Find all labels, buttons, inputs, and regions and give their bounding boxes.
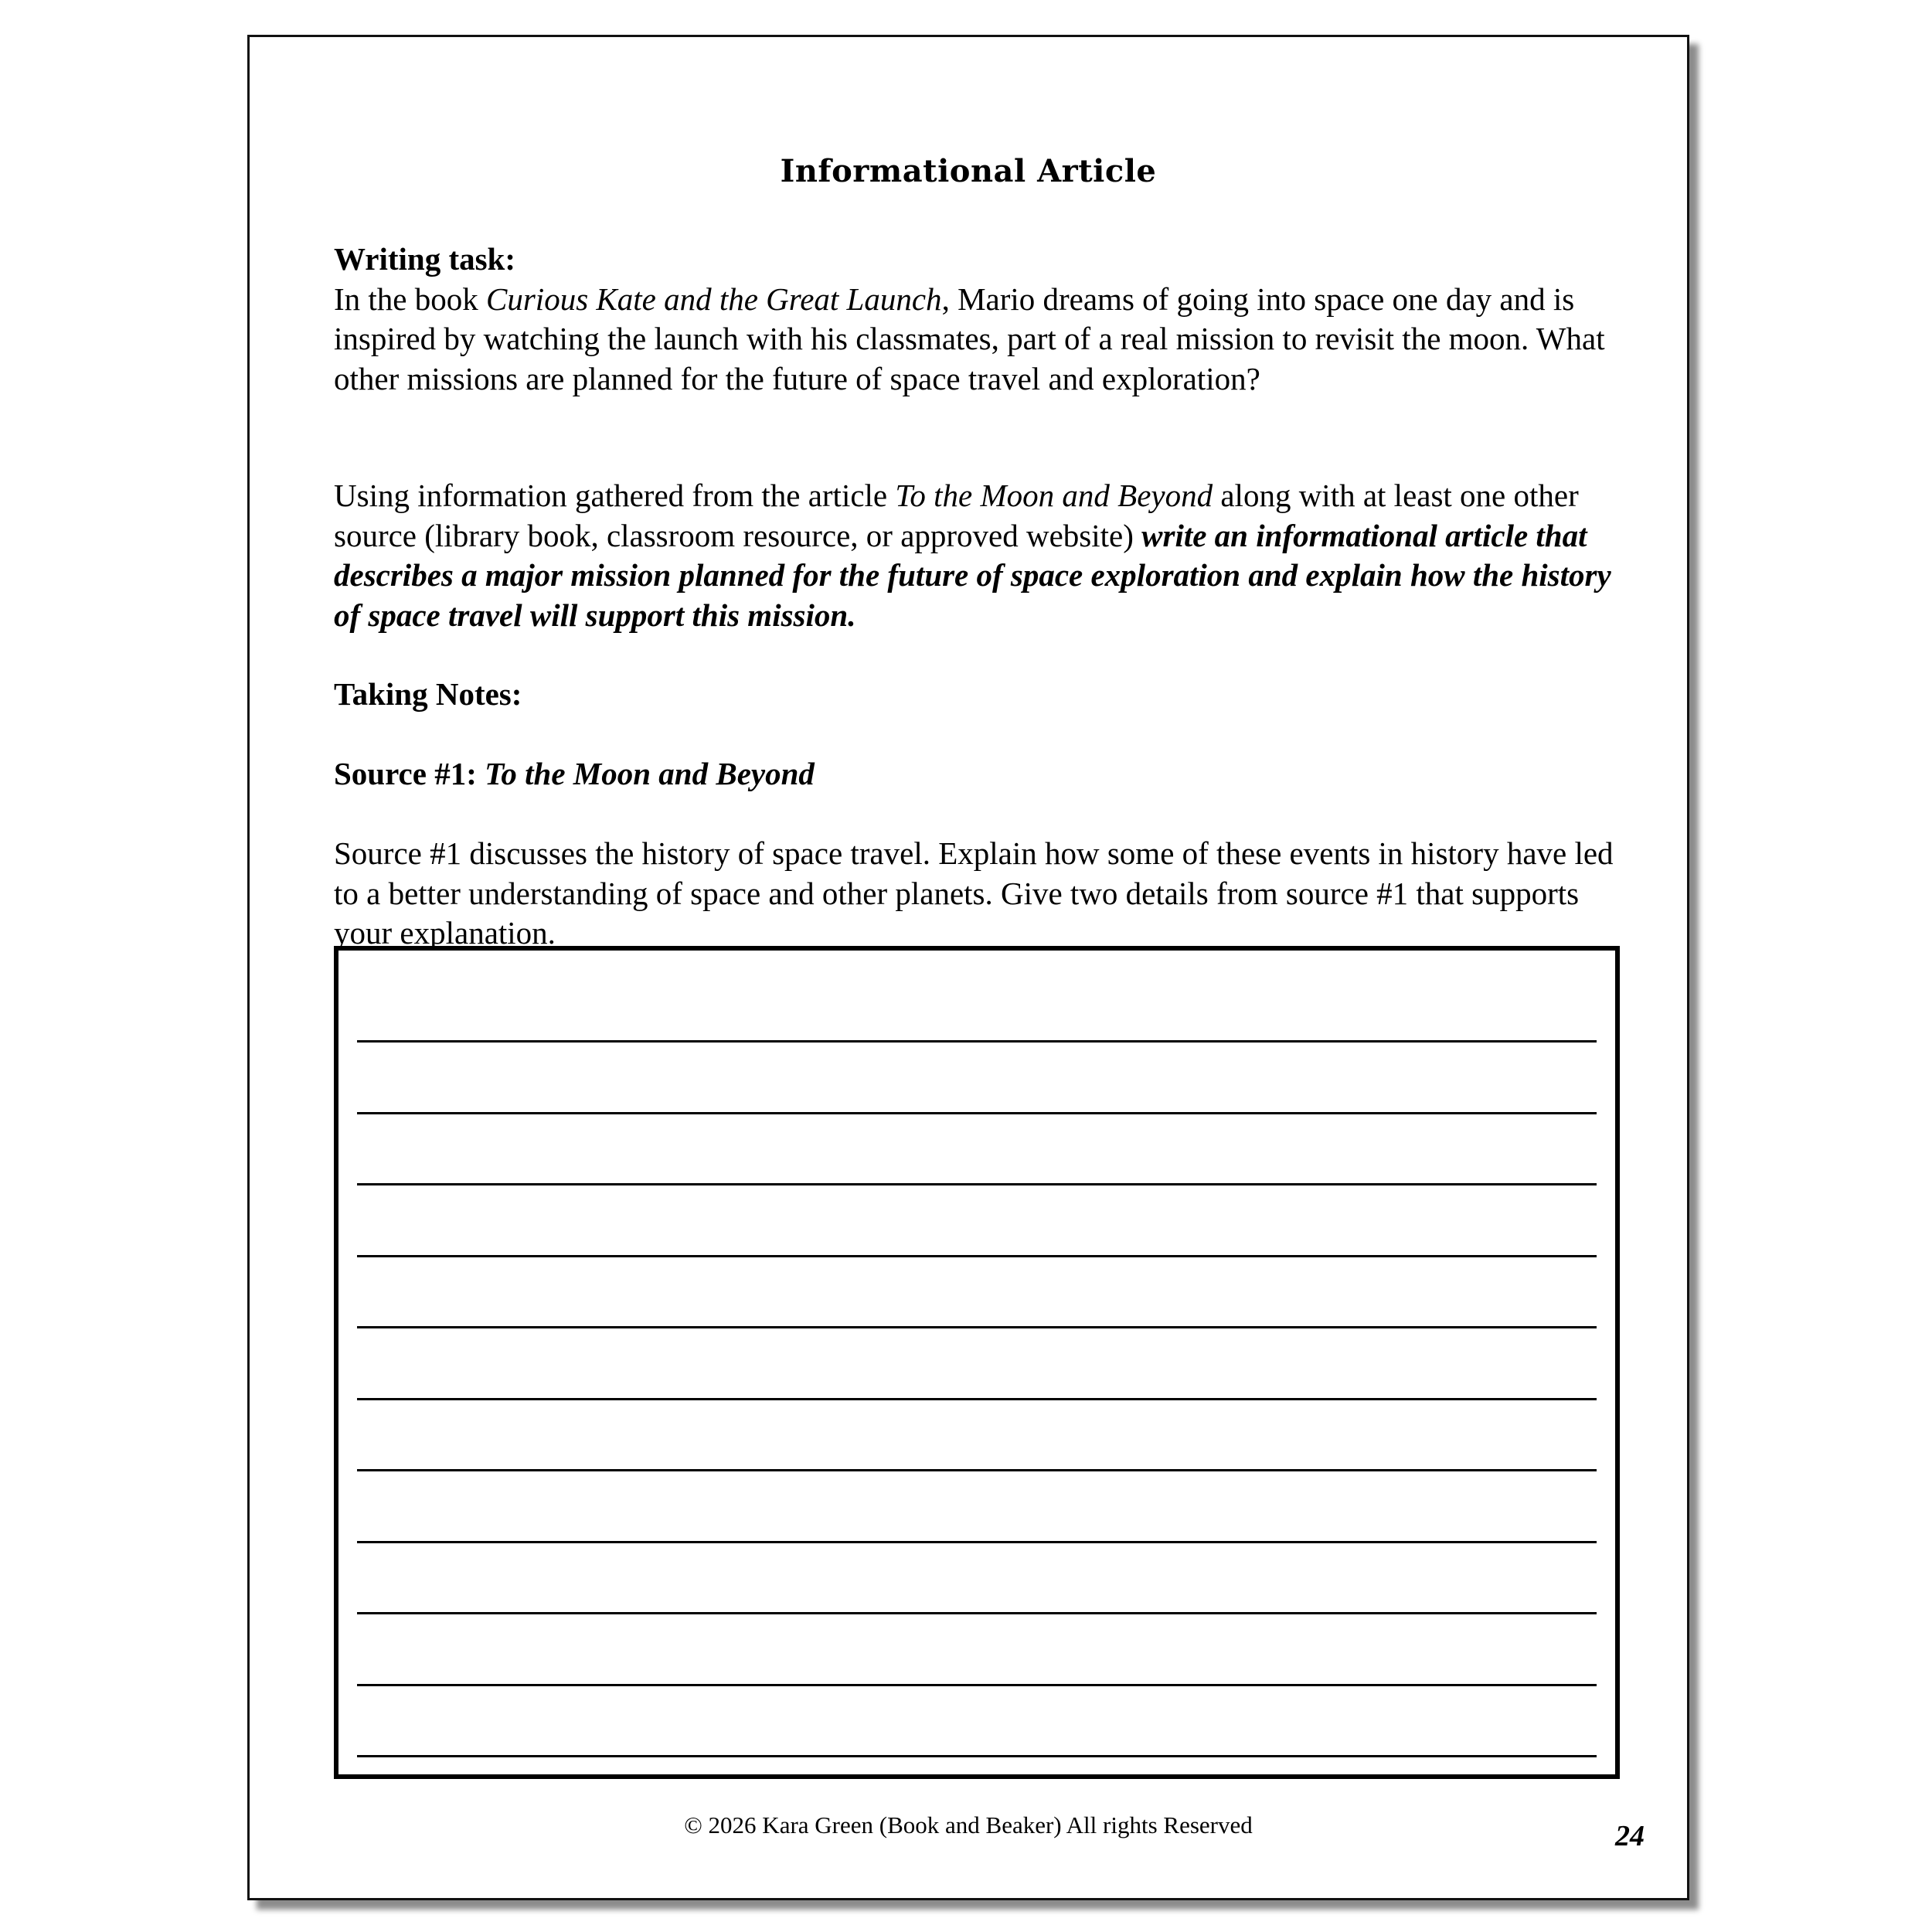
copyright-footer: © 2026 Kara Green (Book and Beaker) All rights Reserved — [684, 1811, 1253, 1838]
answer-box[interactable] — [334, 946, 1620, 1779]
answer-line[interactable] — [357, 1612, 1597, 1614]
taking-notes-section — [334, 675, 1617, 715]
answer-line[interactable] — [357, 1183, 1597, 1185]
taking-notes-label: Taking Notes: — [334, 676, 522, 712]
page-number: 24 — [1615, 1820, 1645, 1852]
source-1-prompt — [334, 834, 1617, 954]
prompt-text: Source #1 discusses the history of space travel. Explain how some of these events in history have led to a better understanding of space and other planets. Give two details from source #1 that supports your explanation. — [334, 835, 1614, 951]
answer-line[interactable] — [357, 1112, 1597, 1114]
source-1-heading-line — [334, 754, 1617, 794]
worksheet-page — [247, 35, 1689, 1900]
article-title: To the Moon and Beyond — [895, 478, 1213, 513]
writing-task-paragraph-1 — [334, 280, 1617, 400]
source-title: To the Moon and Beyond — [485, 756, 815, 791]
page-title: Informational Article — [780, 153, 1157, 189]
answer-line[interactable] — [357, 1755, 1597, 1757]
book-title: Curious Kate and the Great Launch — [486, 281, 942, 317]
answer-line[interactable] — [357, 1255, 1597, 1257]
task-emphasis: write an informational article that describes a major mission planned for the future of space exploration and explain how the history of space travel will support this mission. — [334, 517, 1611, 633]
text-run: , Mario dreams of going into space one day and is inspired by watching the launch with his classmates, part of a real mission to revisit the moon. What other missions are planned for the future of space travel and exploration? — [334, 281, 1605, 396]
answer-line[interactable] — [357, 1684, 1597, 1686]
text-run: Using information gathered from the article — [334, 478, 896, 513]
answer-line[interactable] — [357, 1541, 1597, 1543]
writing-task-section — [334, 240, 1617, 399]
source-1-heading — [334, 754, 1617, 794]
writing-task-label: Writing task: — [334, 241, 516, 277]
answer-line[interactable] — [357, 1469, 1597, 1471]
writing-task-paragraph-2 — [334, 476, 1617, 635]
text-run: along with at least one other source (library book, classroom resource, or approved website) — [334, 478, 1579, 553]
text-run: In the book — [334, 281, 486, 317]
answer-line[interactable] — [357, 1326, 1597, 1328]
source-label: Source #1: — [334, 756, 485, 791]
writing-task-instructions — [334, 476, 1617, 635]
answer-line[interactable] — [357, 1040, 1597, 1043]
answer-line[interactable] — [357, 1398, 1597, 1400]
